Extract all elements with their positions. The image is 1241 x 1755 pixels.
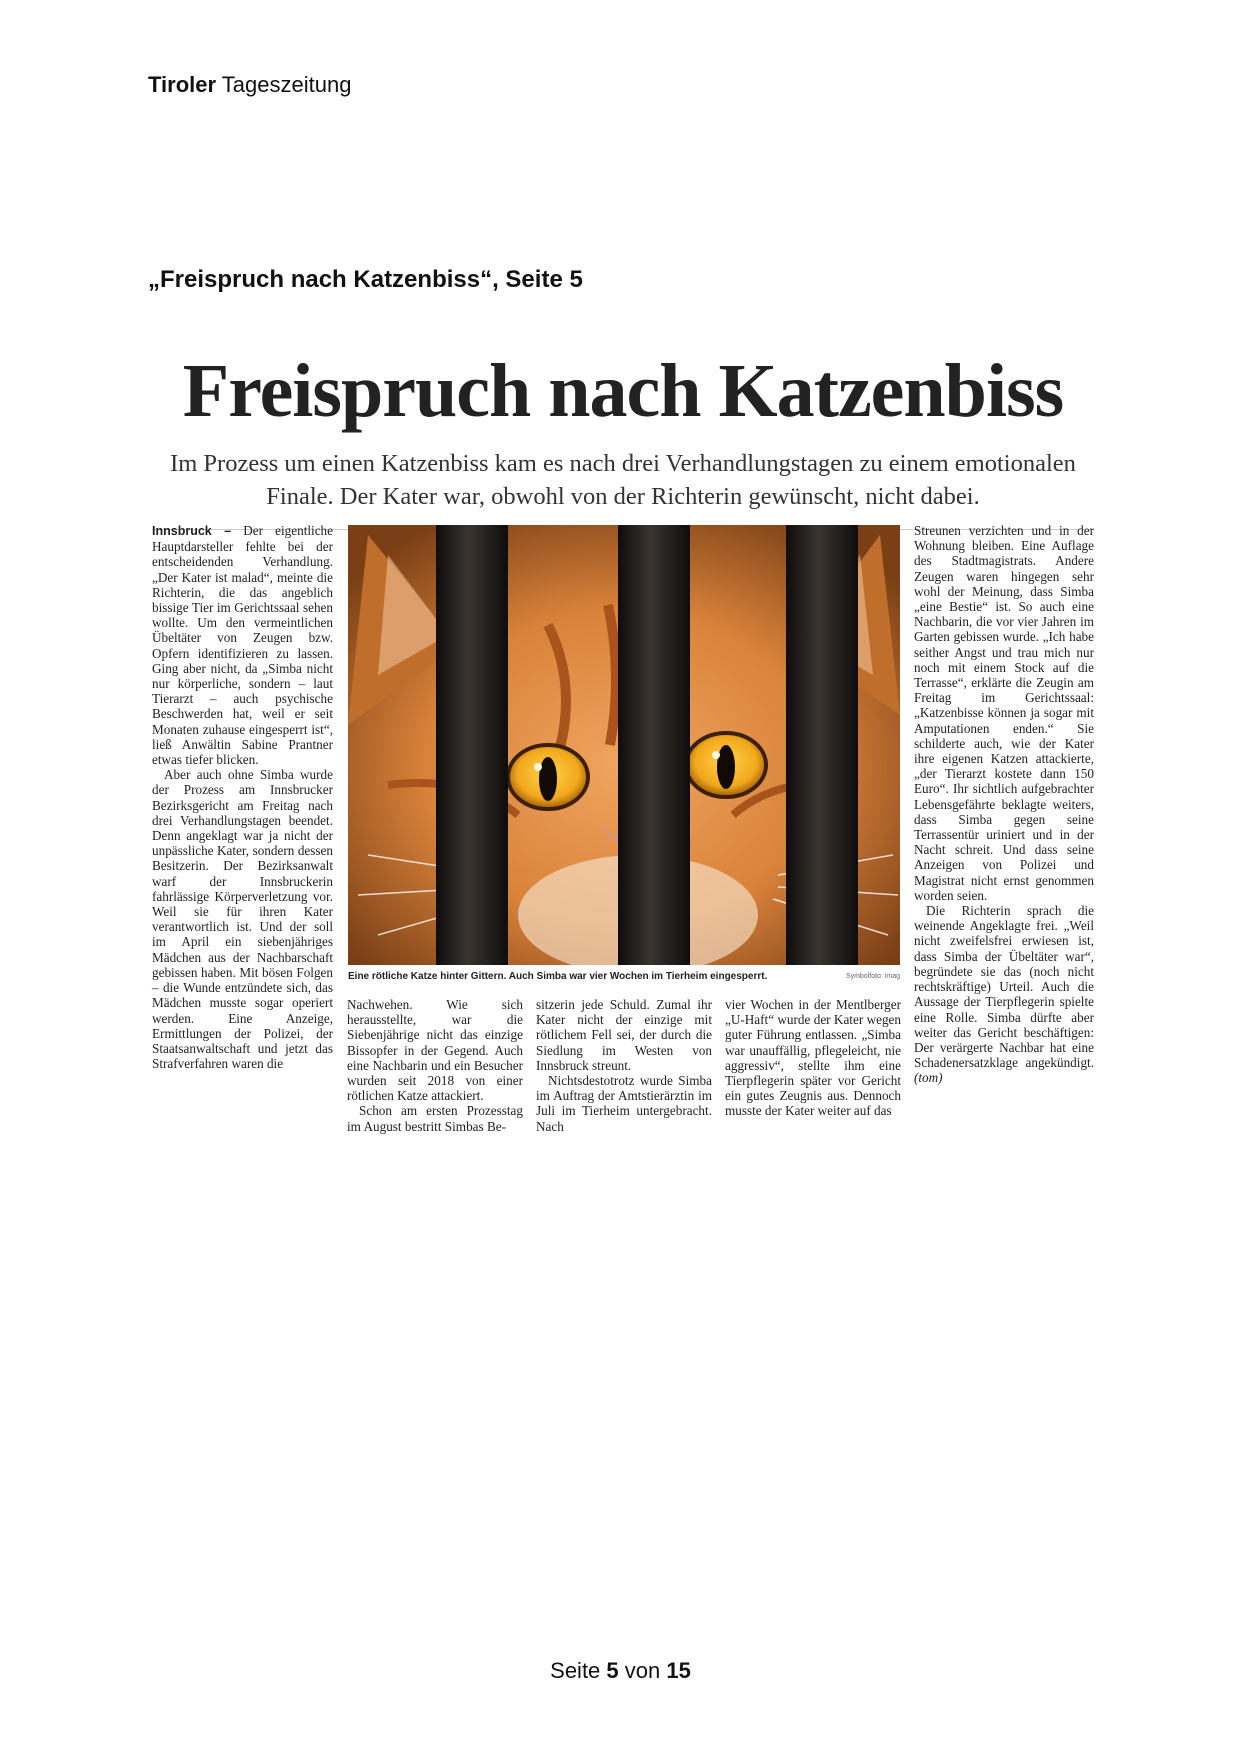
footer-middle: von [618, 1658, 667, 1683]
paragraph-text: Der eigentliche Hauptdarsteller fehlte bei der entscheidenden Verhandlung. „Der Kater ist malad“, meinte die Richterin, die das angeblich bissige Tier im Gerichtssaal sehen wollte. Um den vermeintlichen Übeltäter von Zeugen bzw. Opfern identifizieren zu lassen. Ging aber nicht, da „Simba nicht nur körperliche, sondern – laut Tierarzt – auch psychische Beschwerden hat, weil er seit Monaten zuhause eingesperrt ist“, ließ Anwältin Sabine Prantner etwas tiefer blicken. [152, 523, 333, 768]
newspaper-clipping [152, 345, 1094, 1134]
column-5 [914, 523, 1094, 1086]
column-2 [347, 997, 523, 1134]
paragraph-text: Die Richterin sprach die weinende Angeklagte frei. „Weil nicht zweifelsfrei erwiesen ist, dass Simba der Übeltäter war“, begründete sie das (noch nicht rechtskräftige) Urteil. Auch die Aussage der Tierpflegerin spielte eine Rolle. Simba dürfte aber weiter das Gericht beschäftigen: Der verärgerte Nachbar hat eine Schadenersatzklage angekündigt. [914, 903, 1094, 1071]
column-3 [536, 997, 712, 1134]
cat-behind-bars-image [348, 525, 900, 965]
caption-text: Eine rötliche Katze hinter Gittern. Auch Simba war vier Wochen im Tierheim eingesperrt. [348, 971, 768, 982]
photo-caption [348, 971, 900, 982]
publication-name-bold: Tiroler [148, 72, 217, 97]
publication-name-rest: Tageszeitung [216, 72, 352, 97]
dateline: Innsbruck – [152, 524, 232, 538]
paragraph: vier Wochen in der Mentlberger „U-Haft“ wurde der Kater wegen guter Führung entlassen. „Simba war unauffällig, pflegeleicht, nie aggressiv“, stellte ihm eine Tierpflegerin später vor Gericht ein gutes Zeugnis aus. Dennoch musste der Kater weiter auf das [725, 997, 901, 1119]
paragraph [914, 903, 1094, 1085]
paragraph: Nichtsdestotrotz wurde Simba im Auftrag der Amtstierärztin im Juli im Tierheim untergebracht. Nach [536, 1073, 712, 1134]
cat-photo [348, 525, 900, 965]
paragraph: Nachwehen. Wie sich herausstellte, war die Siebenjährige nicht das einzige Bissopfer in der Gegend. Auch eine Nachbarin und ein Besucher wurden seit 2018 von einer rötlichen Katze attackiert. [347, 997, 523, 1104]
paragraph: Aber auch ohne Simba wurde der Prozess am Innsbrucker Bezirksgericht am Freitag nach drei Verhandlungstagen beendet. Denn angeklagt war ja nicht der unpässliche Kater, sondern dessen Besitzerin. Der Bezirksanwalt warf der Innsbruckerin fahrlässige Körperverletzung vor. Weil sie für ihren Kater verantwortlich ist. Und der soll im April ein siebenjähriges Mädchen aus der Nachbarschaft gebissen haben. Mit bösen Folgen – die Wunde entzündete sich, das Mädchen musste sogar operiert werden. Eine Anzeige, Ermittlungen der Polizei, der Staatsanwaltschaft und jetzt das Strafverfahren waren die [152, 767, 333, 1072]
page-footer [0, 1658, 1241, 1684]
paragraph: Schon am ersten Prozesstag im August bestritt Simbas Be- [347, 1103, 523, 1134]
lead-paragraph: Im Prozess um einen Katzenbiss kam es nach drei Verhandlungstagen zu einem emotionalen Finale. Der Kater war, obwohl von der Richterin gewünscht, nicht dabei. [170, 450, 1076, 510]
current-page: 5 [606, 1658, 619, 1683]
headline: Freispruch nach Katzenbiss [182, 349, 1064, 433]
photo-credit: Symbolfoto: imag [845, 973, 900, 980]
publication-name [148, 72, 351, 98]
column-1 [152, 523, 333, 1071]
paragraph: sitzerin jede Schuld. Zumal ihr Kater nicht der einzige mit rötlichem Fell sei, der durch die Siedlung im Westen von Innsbruck streunt. [536, 997, 712, 1073]
paragraph [152, 523, 333, 767]
article-reference: „Freispruch nach Katzenbiss“, Seite 5 [148, 266, 583, 293]
author-initials: (tom) [914, 1070, 943, 1086]
column-4 [725, 997, 901, 1119]
total-pages: 15 [666, 1658, 691, 1683]
paragraph: Streunen verzichten und in der Wohnung bleiben. Eine Auflage des Stadtmagistrats. Andere Zeugen waren hingegen sehr wohl der Meinung, dass Simba „eine Bestie“ ist. So auch eine Nachbarin, die vor vier Jahren im Garten gebissen wurde. „Ich habe seither Angst und trau mich nur noch mit einem Stock auf die Terrasse“, erklärte die Zeugin am Freitag im Gerichtssaal: „Katzenbisse können ja sogar mit Amputationen enden.“ Sie schilderte auch, wie der Kater ihre eigenen Katzen attackierte, „der Tierarzt kostete dann 150 Euro“. Ihr sichtlich aufgebrachter Lebensgefährte beklagte weiters, dass Simba gegen seine Terrassentür uriniert und in der Nacht schreit. Und dass seine Anzeigen von Polizei und Magistrat nicht ernst genommen worden seien. [914, 523, 1094, 903]
footer-prefix: Seite [550, 1658, 607, 1683]
